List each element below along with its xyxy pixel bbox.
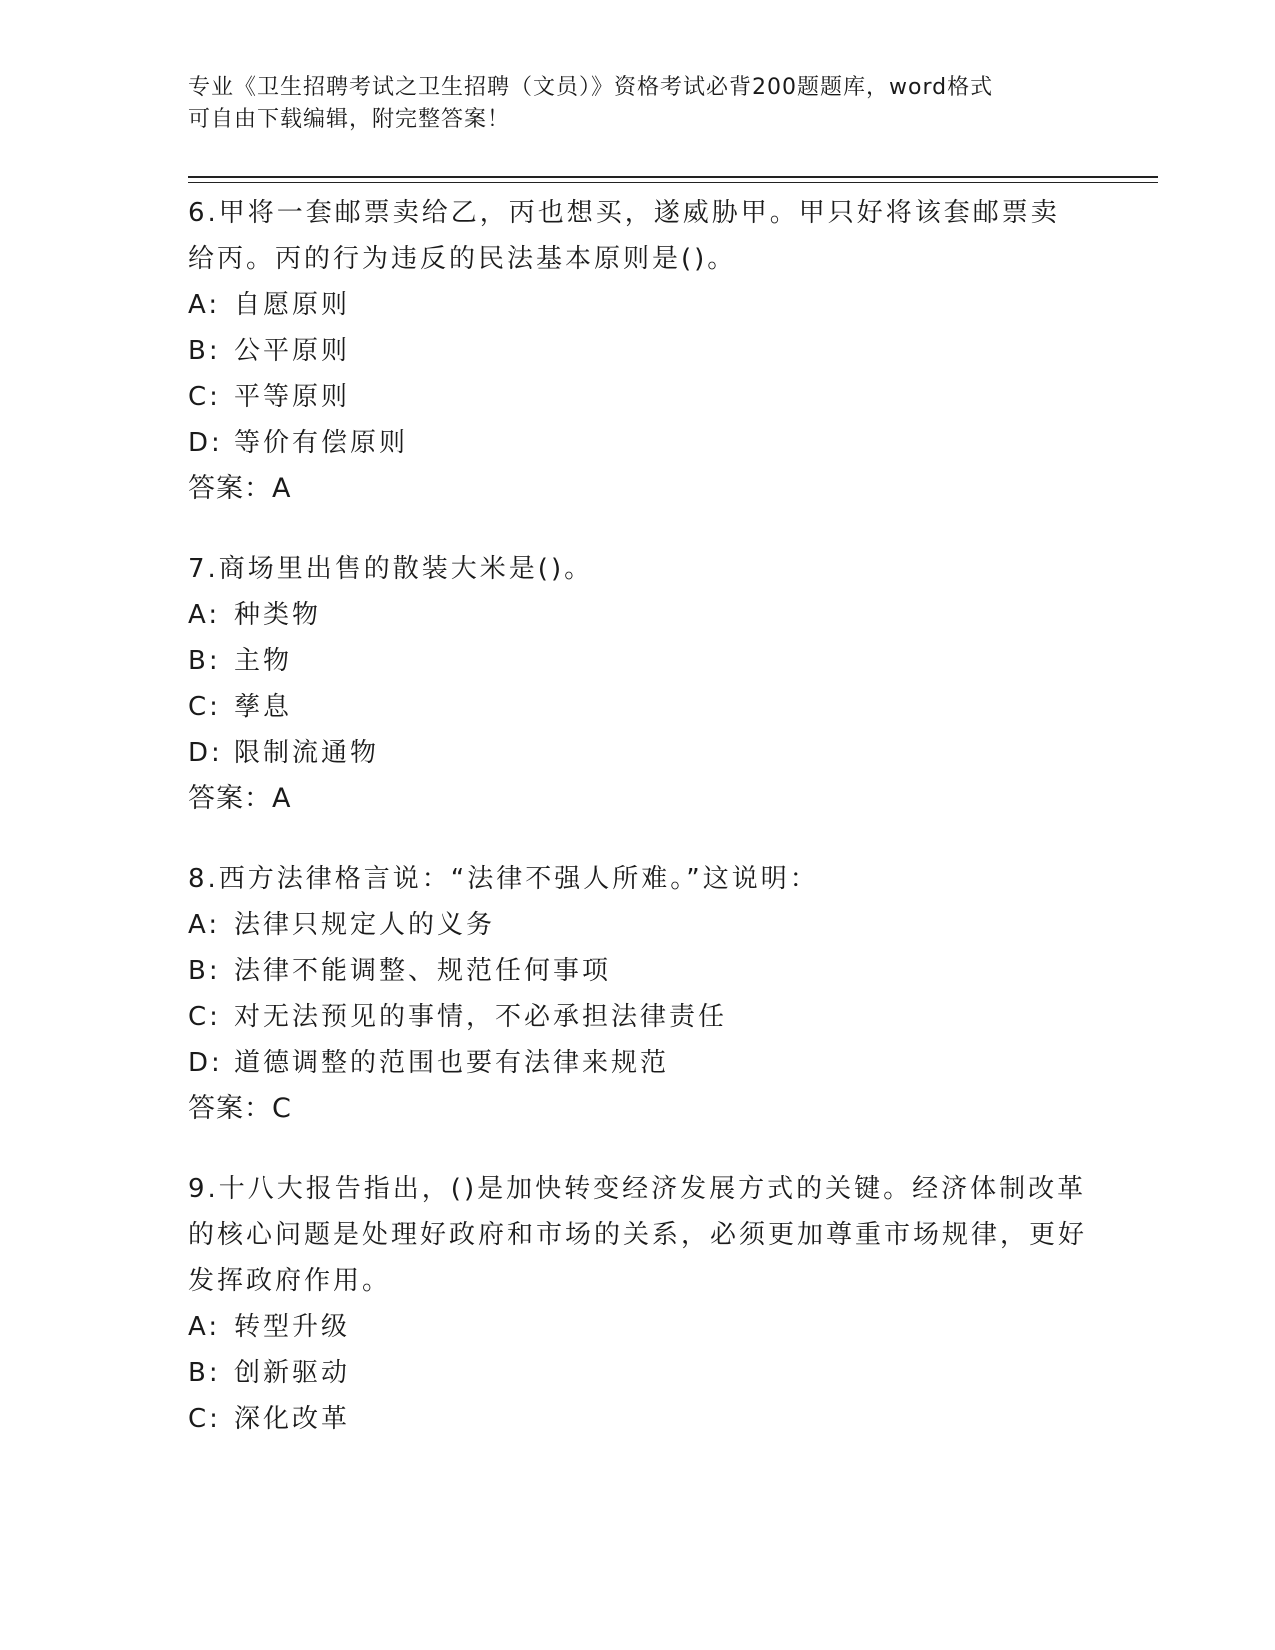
option-letter: D: (188, 428, 223, 458)
question-list (188, 190, 1088, 1476)
option-a (188, 1304, 1088, 1350)
option-b (188, 948, 1088, 994)
option-a (188, 592, 1088, 638)
question-text: 8.西方法律格言说：“法律不强人所难。”这说明： (188, 864, 819, 894)
option-c (188, 1396, 1088, 1442)
option-d (188, 420, 1088, 466)
option-c (188, 684, 1088, 730)
question-text: 7.商场里出售的散装大米是()。 (188, 554, 594, 584)
option-a (188, 282, 1088, 328)
option-letter: C: (188, 1404, 221, 1434)
question-6 (188, 190, 1088, 512)
option-letter: A: (188, 910, 221, 940)
question-7 (188, 546, 1088, 822)
option-c (188, 374, 1088, 420)
option-d (188, 730, 1088, 776)
answer-text: 答案：A (188, 783, 292, 814)
question-text: 9.十八大报告指出，()是加快转变经济发展方式的关键。经济体制改革的核心问题是处理好政府和市场的关系，必须更加尊重市场规律，更好发挥政府作用。 (188, 1174, 1088, 1296)
option-text: 深化改革 (234, 1404, 351, 1434)
option-text: 平等原则 (234, 382, 351, 412)
header-divider-thin (188, 182, 1158, 183)
option-b (188, 638, 1088, 684)
document-header (188, 72, 1068, 136)
header-line-1: 专业《卫生招聘考试之卫生招聘（文员）》资格考试必背200题题库，word格式 (188, 75, 994, 100)
answer-text: 答案：A (188, 473, 292, 504)
option-text: 主物 (234, 646, 293, 676)
option-letter: A: (188, 290, 221, 320)
option-c (188, 994, 1088, 1040)
question-text: 6.甲将一套邮票卖给乙，丙也想买，遂威胁甲。甲只好将该套邮票卖给丙。丙的行为违反的民法基本原则是()。 (188, 198, 1060, 274)
question-9 (188, 1166, 1088, 1442)
option-letter: B: (188, 336, 221, 366)
option-a (188, 902, 1088, 948)
option-text: 转型升级 (234, 1312, 351, 1342)
answer-text: 答案：C (188, 1093, 292, 1124)
option-text: 法律只规定人的义务 (234, 910, 496, 940)
option-text: 种类物 (234, 600, 322, 630)
option-text: 孳息 (234, 692, 293, 722)
header-line-2: 可自由下载编辑，附完整答案！ (188, 107, 511, 132)
option-letter: A: (188, 600, 221, 630)
option-letter: B: (188, 956, 221, 986)
option-letter: C: (188, 382, 221, 412)
option-d (188, 1040, 1088, 1086)
option-letter: A: (188, 1312, 221, 1342)
option-b (188, 1350, 1088, 1396)
option-text: 法律不能调整、规范任何事项 (234, 956, 612, 986)
option-letter: D: (188, 1048, 223, 1078)
option-b (188, 328, 1088, 374)
option-text: 限制流通物 (234, 738, 380, 768)
option-text: 创新驱动 (234, 1358, 351, 1388)
option-letter: B: (188, 646, 221, 676)
option-text: 等价有偿原则 (234, 428, 409, 458)
option-letter: C: (188, 1002, 221, 1032)
option-text: 对无法预见的事情，不必承担法律责任 (234, 1002, 728, 1032)
question-8 (188, 856, 1088, 1132)
option-letter: B: (188, 1358, 221, 1388)
option-text: 自愿原则 (234, 290, 351, 320)
option-letter: C: (188, 692, 221, 722)
option-letter: D: (188, 738, 223, 768)
header-divider-thick (188, 176, 1158, 178)
option-text: 公平原则 (234, 336, 351, 366)
option-text: 道德调整的范围也要有法律来规范 (234, 1048, 670, 1078)
